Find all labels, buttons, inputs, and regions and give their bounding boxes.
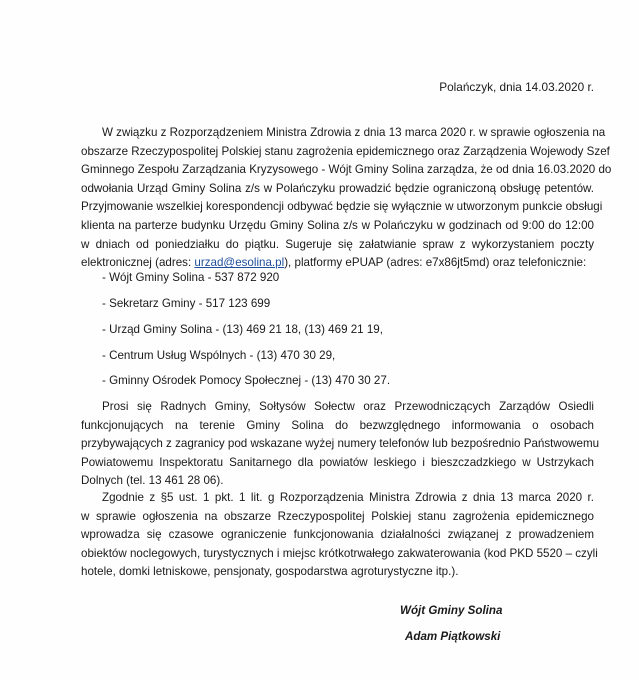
contact-item-cuw: - Centrum Usług Wspólnych - (13) 470 30 29, [102,349,336,362]
text-line: funkcjonujących na terenie Gminy Solina do bezwzględnego informowania o osobach [81,418,594,432]
text-line: Zgodnie z §5 ust. 1 pkt. 1 lit. g Rozporządzenia Ministra Zdrowia z dnia 13 marca 2020 r. [102,491,594,504]
place-date: Polańczyk, dnia 14.03.2020 r. [439,80,594,94]
text-line: w sprawie ogłoszenia na obszarze Rzeczypospolitej Polskiej stanu zagrożenia epidemicznego [81,509,594,523]
text-line: Dolnych (tel. 13 461 28 06). [81,474,224,488]
paragraph-restrictions [81,489,598,582]
contact-item-urzad: - Urząd Gminy Solina - (13) 469 21 18, (13) 469 21 19, [102,323,383,336]
text-fragment: elektronicznej (adres: [81,256,195,270]
contact-item-gops: - Gminny Ośrodek Pomocy Społecznej - (13) 470 30 27. [102,374,391,387]
paragraph-request [81,398,600,491]
text-line: klienta na parterze budynku Urzędu Gminy Solina z/s w Polańczyku w godzinach od 9:00 do 12:00 [81,218,594,232]
text-line: Prosi się Radnych Gminy, Sołtysów Sołectw oraz Przewodniczących Zarządów Osiedli [102,400,594,413]
text-line: w dniach od poniedziałku do piątku. Sugeruje się załatwianie spraw z wykorzystaniem poczty [81,237,594,251]
text-line: wprowadza się czasowe ograniczenie funkcjonowania działalności związanej z prowadzeniem [81,528,594,542]
paragraph-announcement [81,124,612,273]
text-line: Powiatowemu Inspektoratu Sanitarnego dla powiatów leskiego i bieszczadzkiego w Ustrzykach [81,455,594,469]
text-line: Gminnego Zespołu Zarządzania Kryzysowego - Wójt Gminy Solina zarządza, że od dnia 16.03.2020 do [81,163,612,177]
email-link[interactable]: urzad@esolina.pl [194,256,285,270]
contact-item-sekretarz: - Sekretarz Gminy - 517 123 699 [102,297,271,310]
text-line: Przyjmowanie wszelkiej korespondencji odbywać będzie się wyłącznie w utworzonym punkcie obsługi [81,200,603,214]
text-line: odwołania Urząd Gminy Solina z/s w Polańczyku prowadzić będzie ograniczoną obsługę petentów. [81,181,594,195]
signature-name: Adam Piątkowski [405,630,501,643]
text-line: W związku z Rozporządzeniem Ministra Zdrowia z dnia 13 marca 2020 r. w sprawie ogłoszenia na [102,126,606,139]
signature-title: Wójt Gminy Solina [400,604,503,617]
text-line [81,254,594,273]
text-fragment: ), platformy ePUAP (adres: e7x86jt5md) oraz telefonicznie: [284,256,587,270]
text-line: przybywających z zagranicy pod wskazane wyżej numery telefonów lub bezpośrednio Państwowemu [81,437,600,451]
text-line: obszarze Rzeczypospolitej Polskiej stanu zagrożenia epidemicznego oraz Zarządzenia Wojewody Szef [81,144,610,158]
text-line: hotele, domki letniskowe, pensjonaty, gospodarstwa agroturystyczne itp.). [81,565,459,579]
text-line: obiektów noclegowych, turystycznych i miejsc krótkotrwałego zakwaterowania (kod PKD 5520 – czyli [81,546,598,560]
contact-item-wojt: - Wójt Gminy Solina - 537 872 920 [102,271,280,284]
